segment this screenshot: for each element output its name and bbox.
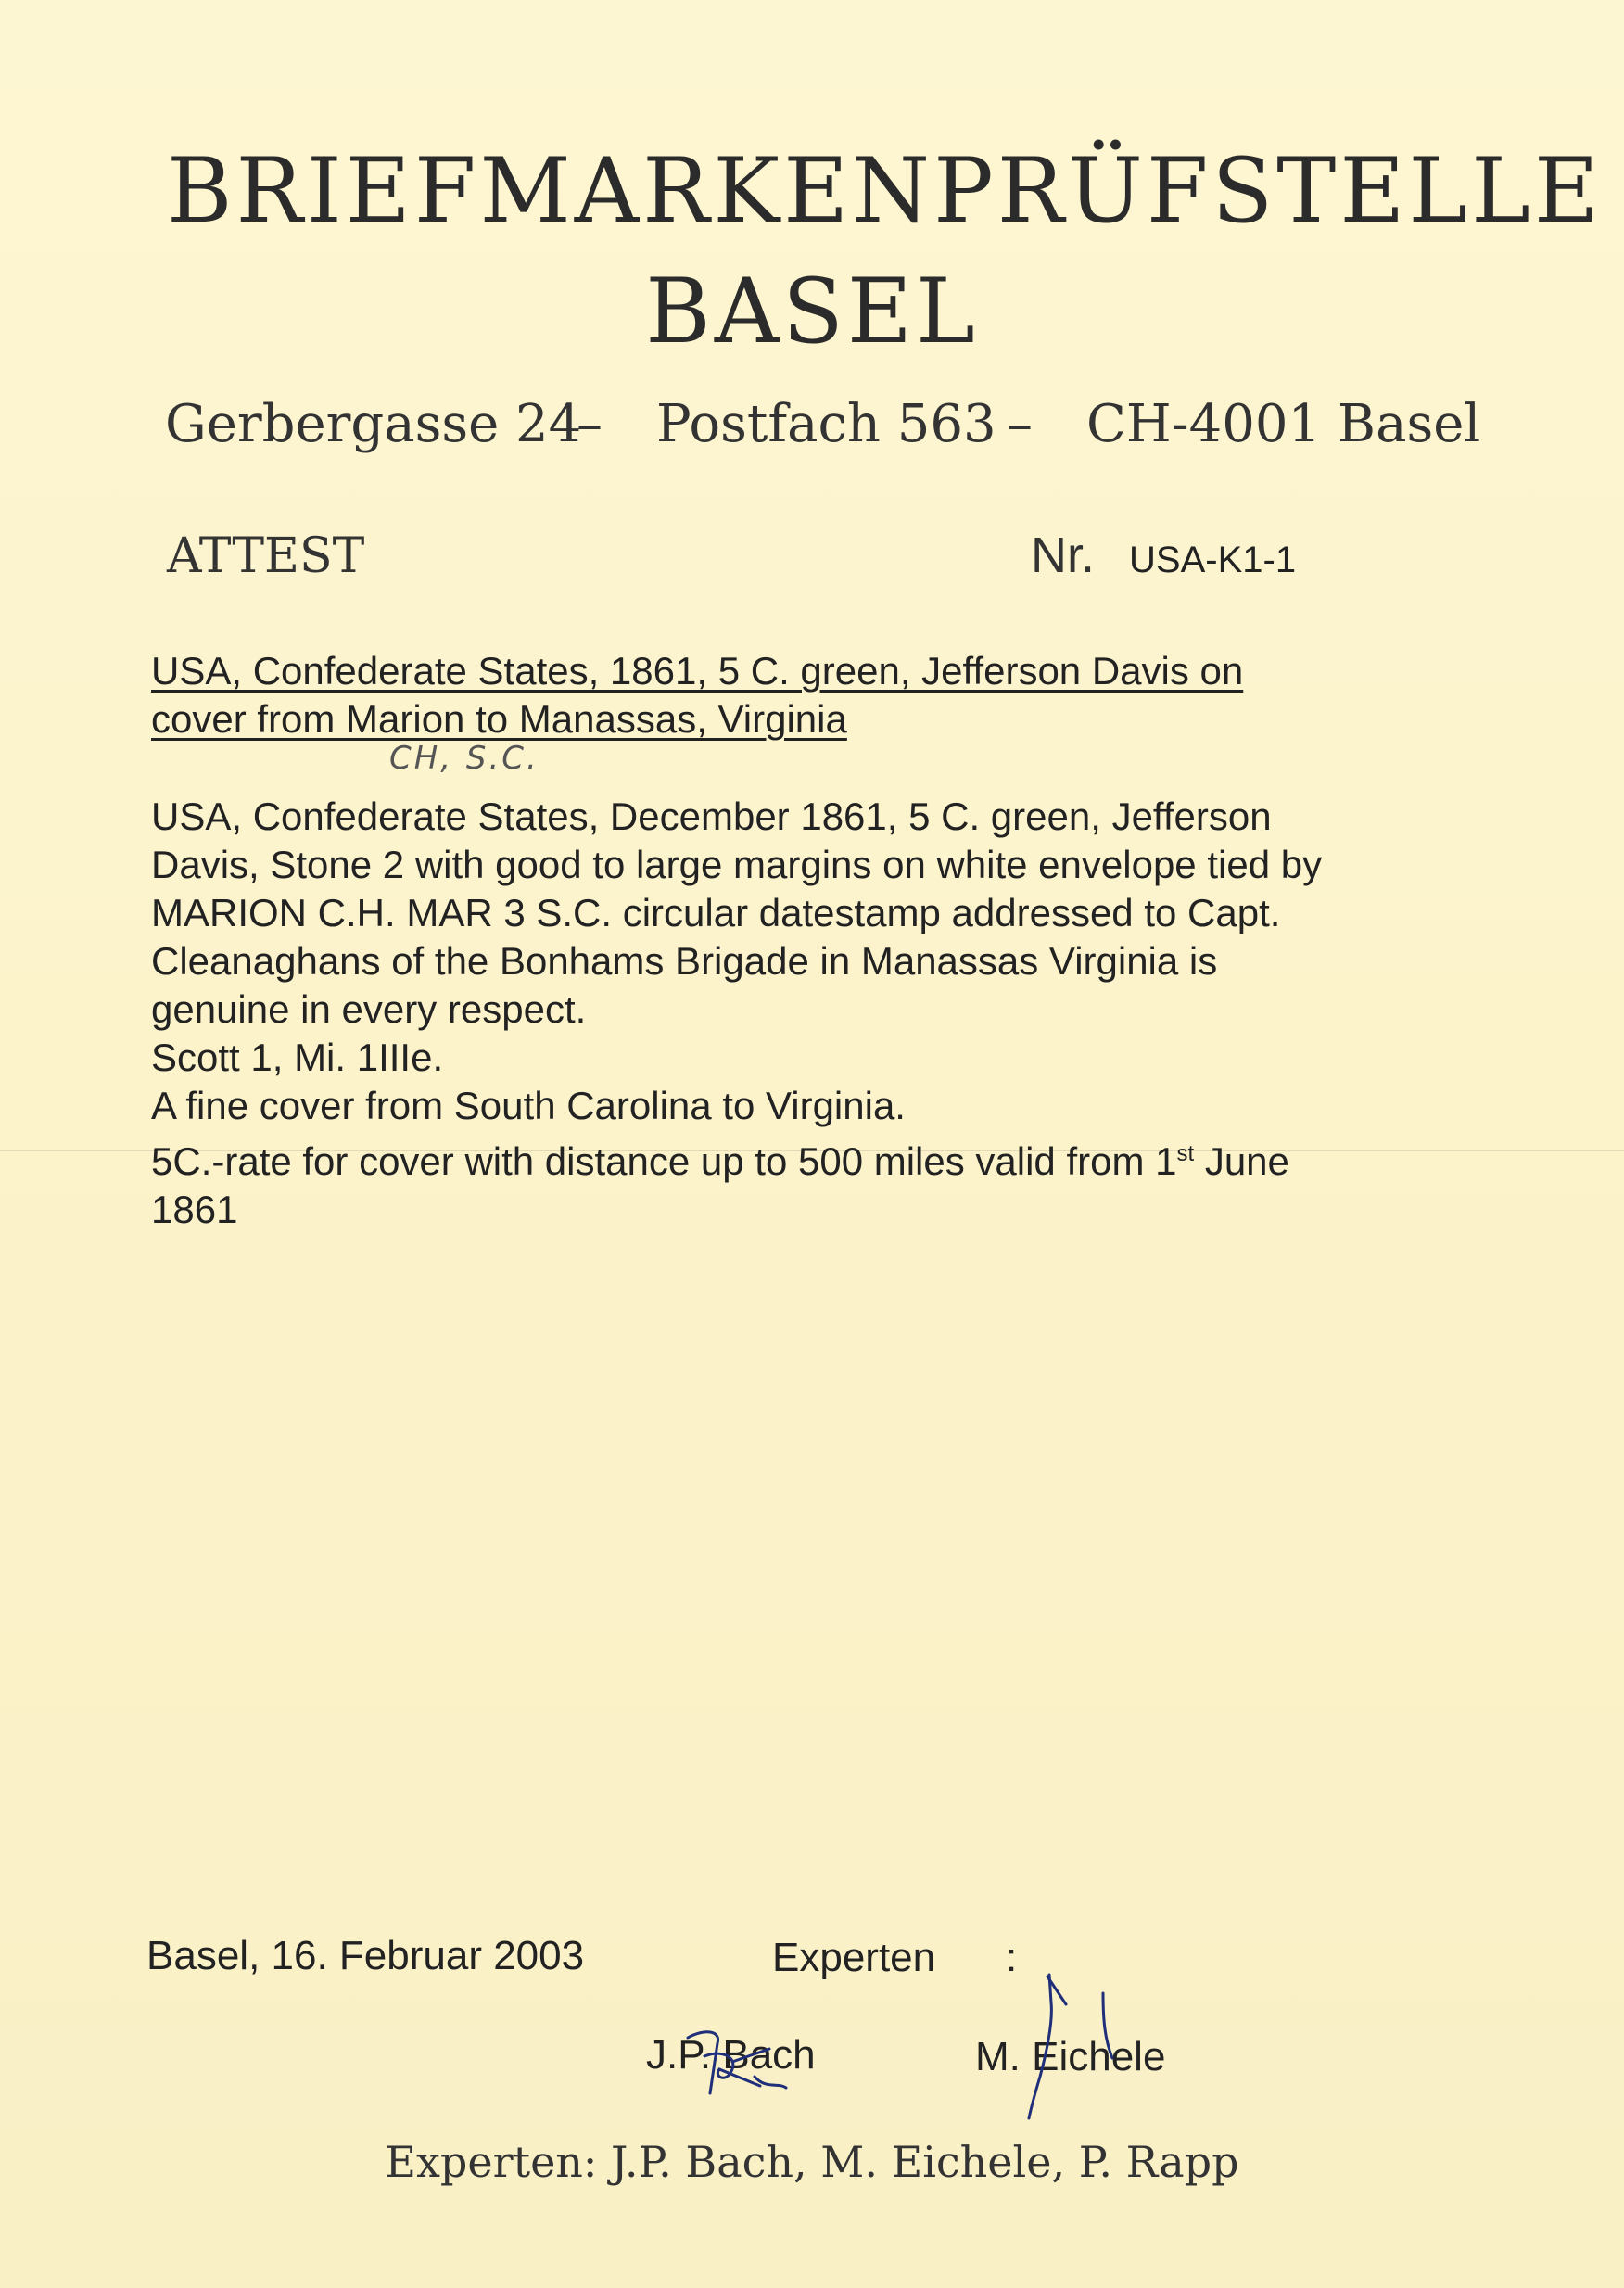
address-city: CH-4001 Basel — [1086, 394, 1481, 454]
document-type-label: ATTEST — [167, 528, 365, 584]
body-line: USA, Confederate States, December 1861, 5 C. green, Jefferson — [151, 794, 1272, 838]
body-line: genuine in every respect. — [151, 987, 587, 1031]
institution-city: BASEL — [645, 260, 979, 363]
certificate-number: USA-K1-1 — [1129, 540, 1297, 580]
handwritten-insert: CH, S.C. — [389, 740, 539, 777]
signature-bach — [677, 2021, 797, 2104]
rate-year: 1861 — [151, 1188, 238, 1231]
address-street: Gerbergasse 24 — [165, 394, 582, 454]
expert-name-eichele: M. Eichele — [975, 2034, 1166, 2079]
experts-label: Experten — [772, 1935, 936, 1980]
body-line: MARION C.H. MAR 3 S.C. circular datestamp addressed to Capt. — [151, 891, 1281, 934]
address-separator: – — [1007, 394, 1033, 454]
experts-footer: Experten: J.P. Bach, M. Eichele, P. Rapp — [385, 2137, 1239, 2187]
body-line: A fine cover from South Carolina to Virginia. — [151, 1084, 906, 1127]
rate-line: 5C.-rate for cover with distance up to 500 miles valid from 1st June — [151, 1139, 1289, 1183]
subject-line: cover from Marion to Manassas, Virginia — [151, 697, 847, 741]
institution-title: BRIEFMARKENPRÜFSTELLE — [167, 139, 1603, 243]
subject-line: USA, Confederate States, 1861, 5 C. green, Jefferson Davis on — [151, 649, 1244, 693]
place-and-date: Basel, 16. Februar 2003 — [146, 1933, 585, 1978]
certificate-body — [151, 793, 1467, 1234]
body-line: Davis, Stone 2 with good to large margins on white envelope tied by — [151, 843, 1323, 886]
signature-eichele — [973, 1965, 1159, 2123]
address-pobox: Postfach 563 — [656, 394, 996, 454]
experts-colon: : — [1006, 1935, 1018, 1980]
body-line: Cleanaghans of the Bonhams Brigade in Manassas Virginia is — [151, 939, 1218, 983]
certificate-number-label: Nr. — [1031, 528, 1096, 583]
subject-heading — [151, 647, 1356, 744]
address-separator: – — [577, 394, 603, 454]
expert-name-bach: J.P. Bach — [646, 2032, 816, 2078]
body-line: Scott 1, Mi. 1IIIe. — [151, 1036, 444, 1079]
